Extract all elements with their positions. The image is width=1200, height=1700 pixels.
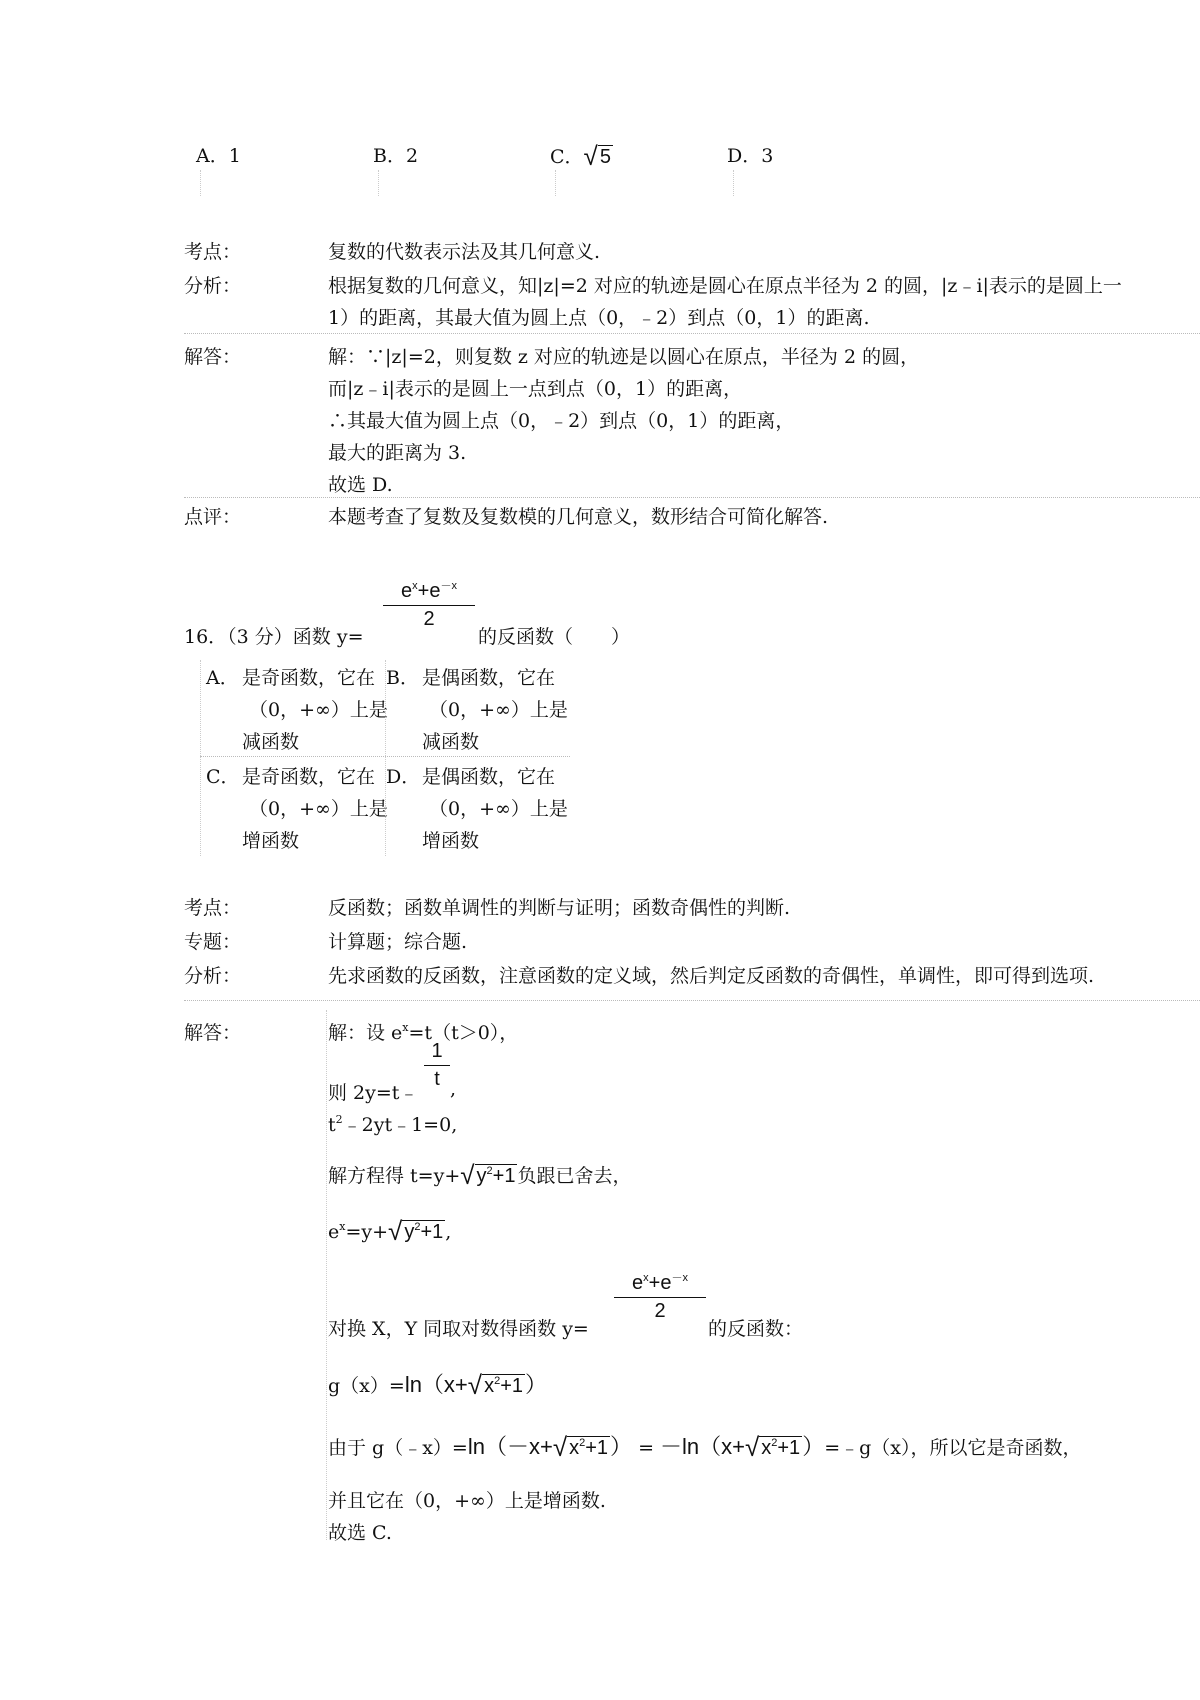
step-1: 解：设 $e^x=t(t>0)$， <box>328 1021 519 1044</box>
label: 分析： <box>184 275 242 297</box>
sqrt-symbol: √ $y^2+1$ <box>388 1216 444 1246</box>
fraction: $e^x+e^{-x}$ 2 <box>383 580 475 631</box>
sqrt-symbol: √ 5 <box>583 141 611 171</box>
q15-option-c[interactable]: C．√ 5 <box>550 141 611 171</box>
step-3: $t^2﹣2yt﹣1=0$, <box>328 1113 458 1136</box>
sqrt-symbol: √ $x^2+1$ <box>467 1370 524 1400</box>
content: 反函数；函数单调性的判断与证明；函数奇偶性的判断. <box>328 897 791 919</box>
content: 计算题；综合题. <box>328 931 468 953</box>
q15-option-b[interactable]: B．2 <box>373 145 419 167</box>
stem-prefix: 16．（3 分）函数 y= <box>184 626 364 648</box>
sqrt-symbol: √ $x^2+1$ <box>744 1432 801 1462</box>
step-10: 故选 C. <box>328 1522 392 1544</box>
content: 根据复数的几何意义，知|z|=2 对应的轨迹是圆心在原点半径为 2 的圆，|z﹣i|表示的是圆上一 <box>328 275 1122 297</box>
stem-suffix: 的反函数（ ） <box>478 626 631 648</box>
label: 点评： <box>184 506 242 528</box>
content-line: 解：∵|z|=2，则复数 z 对应的轨迹是以圆心在原点，半径为 2 的圆， <box>328 346 920 368</box>
label: 考点： <box>184 897 242 919</box>
q15-option-a[interactable]: A．1 <box>196 145 241 167</box>
content: 复数的代数表示法及其几何意义. <box>328 241 601 263</box>
content-line: ∴其最大值为圆上点（0，﹣2）到点（0，1）的距离， <box>328 410 795 432</box>
label: 解答： <box>184 346 242 368</box>
label: 考点： <box>184 241 242 263</box>
content-line: 最大的距离为 3. <box>328 442 467 464</box>
label: 分析： <box>184 965 242 987</box>
fraction: 1 t <box>424 1040 450 1091</box>
q15-option-d[interactable]: D．3 <box>727 145 774 167</box>
step-5: $e^x=y+√$ $y^2+1$ , <box>328 1216 452 1246</box>
content: 1）的距离，其最大值为圆上点（0，﹣2）到点（0，1）的距离. <box>328 307 870 329</box>
content-line: 故选 D. <box>328 474 393 496</box>
step-4: 解方程得 t=y+√ $y^2+1$ 负跟已舍去， <box>328 1160 632 1190</box>
content: 本题考查了复数及复数模的几何意义，数形结合可简化解答. <box>328 506 829 528</box>
label: 解答： <box>184 1022 242 1044</box>
fraction: $e^x+e^{-x}$ 2 <box>614 1272 706 1323</box>
step-7: g（x）=ln（x+√ $x^2+1$） <box>328 1370 548 1400</box>
sqrt-symbol: √ $x^2+1$ <box>552 1432 609 1462</box>
content: 先求函数的反函数，注意函数的定义域，然后判定反函数的奇偶性，单调性，即可得到选项. <box>328 965 1095 987</box>
step-8: 由于 g（﹣x）=ln（－x+√ $x^2+1) = -\ln(x+√$ $x^2+1)=﹣g(x)$，所以它是奇函数， <box>328 1432 1082 1462</box>
content-line: 而|z﹣i|表示的是圆上一点到点（0，1）的距离， <box>328 378 743 400</box>
step-9: 并且它在（0，+∞）上是增函数. <box>328 1490 606 1512</box>
sqrt-symbol: √ $y^2+1$ <box>460 1160 516 1190</box>
label: 专题： <box>184 931 242 953</box>
